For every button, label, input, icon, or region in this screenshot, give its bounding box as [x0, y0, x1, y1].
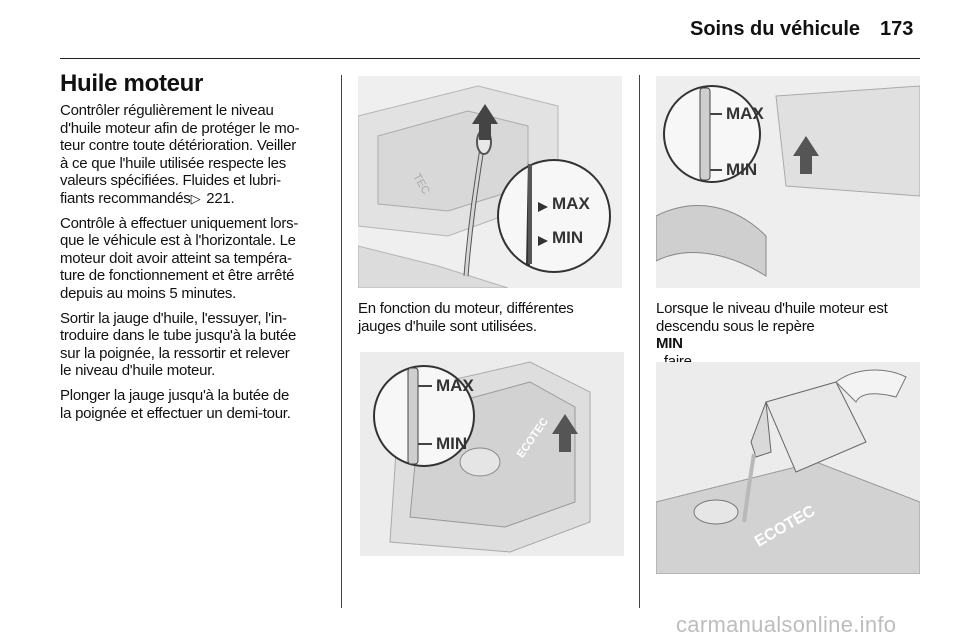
- page-reference-arrow-icon: ▷: [190, 190, 201, 206]
- text-line-with-reference: [60, 190, 332, 208]
- max-label: MAX: [726, 104, 764, 123]
- hose-dipstick-illustration: [656, 76, 920, 288]
- paragraph-4: [60, 387, 332, 422]
- text-line: troduire dans le tube jusqu'à la butée: [60, 327, 297, 345]
- text-line: Contrôle à effectuer uniquement lors-: [60, 214, 299, 232]
- text-line: teur contre toute détérioration. Veiller: [60, 137, 296, 155]
- column-divider-left: [341, 75, 342, 608]
- pouring-oil-drawing: [656, 362, 920, 574]
- text-line: ture de fonctionnement et être arrêté: [60, 267, 295, 285]
- pouring-oil-illustration: [656, 362, 920, 574]
- column-divider-right: [639, 75, 640, 608]
- text-line: que le véhicule est à l'horizontale. Le: [60, 232, 296, 250]
- text-line: la poignée et effectuer un demi-tour.: [60, 404, 291, 422]
- text-fragment: descendu sous le repère: [656, 317, 815, 335]
- svg-text:TEC: TEC: [410, 171, 432, 197]
- min-label: MIN: [726, 160, 758, 179]
- hose-dipstick-drawing: [656, 76, 920, 288]
- text-line: Lorsque le niveau d'huile moteur est: [656, 300, 888, 317]
- watermark: carmanualsonline.info: [676, 612, 897, 637]
- dipstick-engine-drawing: [358, 76, 622, 288]
- text-line: jauges d'huile sont utilisées.: [358, 317, 537, 335]
- text-line: Plonger la jauge jusqu'à la butée de: [60, 386, 290, 404]
- text-line: Contrôler régulièrement le niveau: [60, 102, 274, 119]
- caption-dipstick-types: [358, 300, 630, 335]
- max-label: MAX: [436, 376, 474, 395]
- min-label: MIN: [552, 228, 584, 247]
- ecotec-logo-text: ECOTEC: [514, 415, 551, 461]
- text-line-start: fiants recommandés: [60, 189, 191, 207]
- ecotec-cover-drawing: [360, 352, 624, 556]
- ecotec-cover-dipstick-illustration: [360, 352, 624, 556]
- min-label: MIN: [436, 434, 468, 453]
- paragraph-2: [60, 215, 332, 303]
- text-line: valeurs spécifiées. Fluides et lubri-: [60, 172, 281, 190]
- ecotec-logo-text: ECOTEC: [751, 502, 819, 551]
- dipstick-engine-illustration: [358, 76, 622, 288]
- text-line: moteur doit avoir atteint sa tempéra-: [60, 249, 292, 267]
- paragraph-3: [60, 310, 332, 380]
- text-line: En fonction du moteur, différentes: [358, 300, 574, 317]
- header-rule: [60, 58, 920, 59]
- section-title: Huile moteur: [60, 70, 204, 97]
- max-label: MAX: [552, 194, 590, 213]
- text-column: [60, 70, 332, 429]
- text-line: le niveau d'huile moteur.: [60, 362, 216, 380]
- text-line: à ce que l'huile utilisée respecte les: [60, 154, 287, 172]
- page-number: 173: [880, 18, 914, 40]
- page-header-title: Soins du véhicule: [690, 18, 861, 40]
- text-line: depuis au moins 5 minutes.: [60, 284, 237, 302]
- text-line: sur la poignée, la ressortir et relever: [60, 344, 290, 362]
- min-bold-label: MIN: [656, 335, 683, 353]
- text-line: d'huile moteur afin de protéger le mo-: [60, 119, 300, 137]
- page-reference[interactable]: 221.: [202, 189, 235, 207]
- text-line: Sortir la jauge d'huile, l'essuyer, l'in-: [60, 309, 287, 327]
- paragraph-1: [60, 102, 332, 208]
